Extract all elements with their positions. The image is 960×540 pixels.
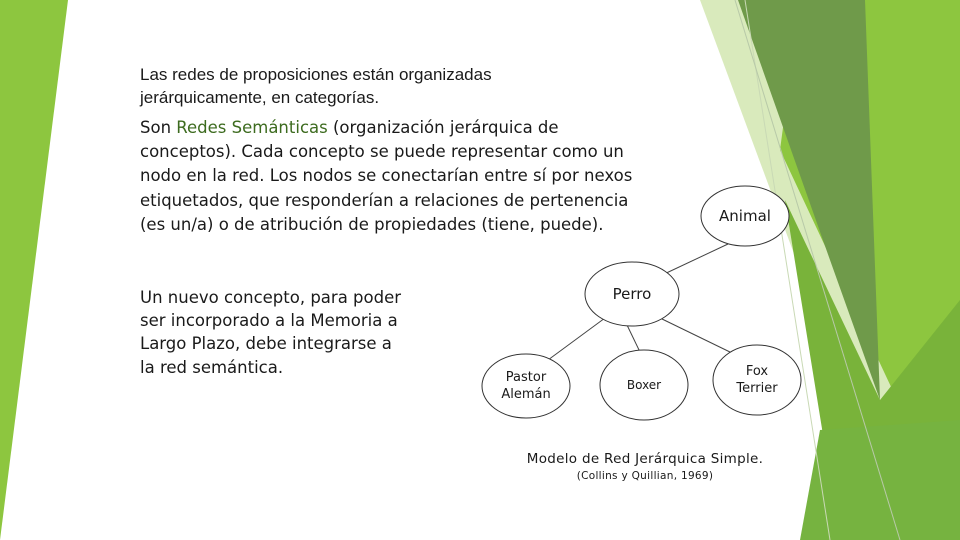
edge-perro-boxer	[627, 325, 640, 352]
edge-perro-fox	[660, 318, 732, 353]
node-perro-label: Perro	[612, 285, 652, 303]
new-concept-paragraph: Un nuevo concepto, para poder ser incorporado a la Memoria a Largo Plazo, debe integrarse a la red semántica.	[140, 288, 402, 377]
node-animal-label: Animal	[719, 207, 771, 225]
node-fox-line2: Terrier	[736, 381, 778, 396]
semantic-highlight: Redes Semánticas	[176, 118, 328, 137]
node-pastor-line1: Pastor	[505, 370, 547, 385]
node-fox-label	[713, 363, 801, 397]
edge-animal-perro	[660, 244, 728, 276]
node-boxer-label: Boxer	[626, 378, 662, 392]
edge-perro-pastor	[548, 318, 605, 360]
diagram-citation: (Collins y Quillian, 1969)	[576, 470, 714, 482]
semantic-prefix: Son	[140, 118, 177, 137]
node-pastor-label	[482, 369, 570, 403]
node-pastor-line2: Alemán	[501, 387, 551, 402]
intro-paragraph: Las redes de proposiciones están organizadas jerárquicamente, en categorías.	[140, 65, 492, 107]
diagram-caption: Modelo de Red Jerárquica Simple.	[526, 451, 764, 467]
node-fox-line1: Fox	[745, 364, 769, 379]
semantic-rest: (organización jerárquica de conceptos). Cada concepto se puede representar como un nodo en la red. Los nodos se conectarían entre sí por nexos etiquetados, que responderían a relaciones de pertenencia (es un/a) o de atribución de propiedades (tiene, puede).	[140, 118, 633, 234]
